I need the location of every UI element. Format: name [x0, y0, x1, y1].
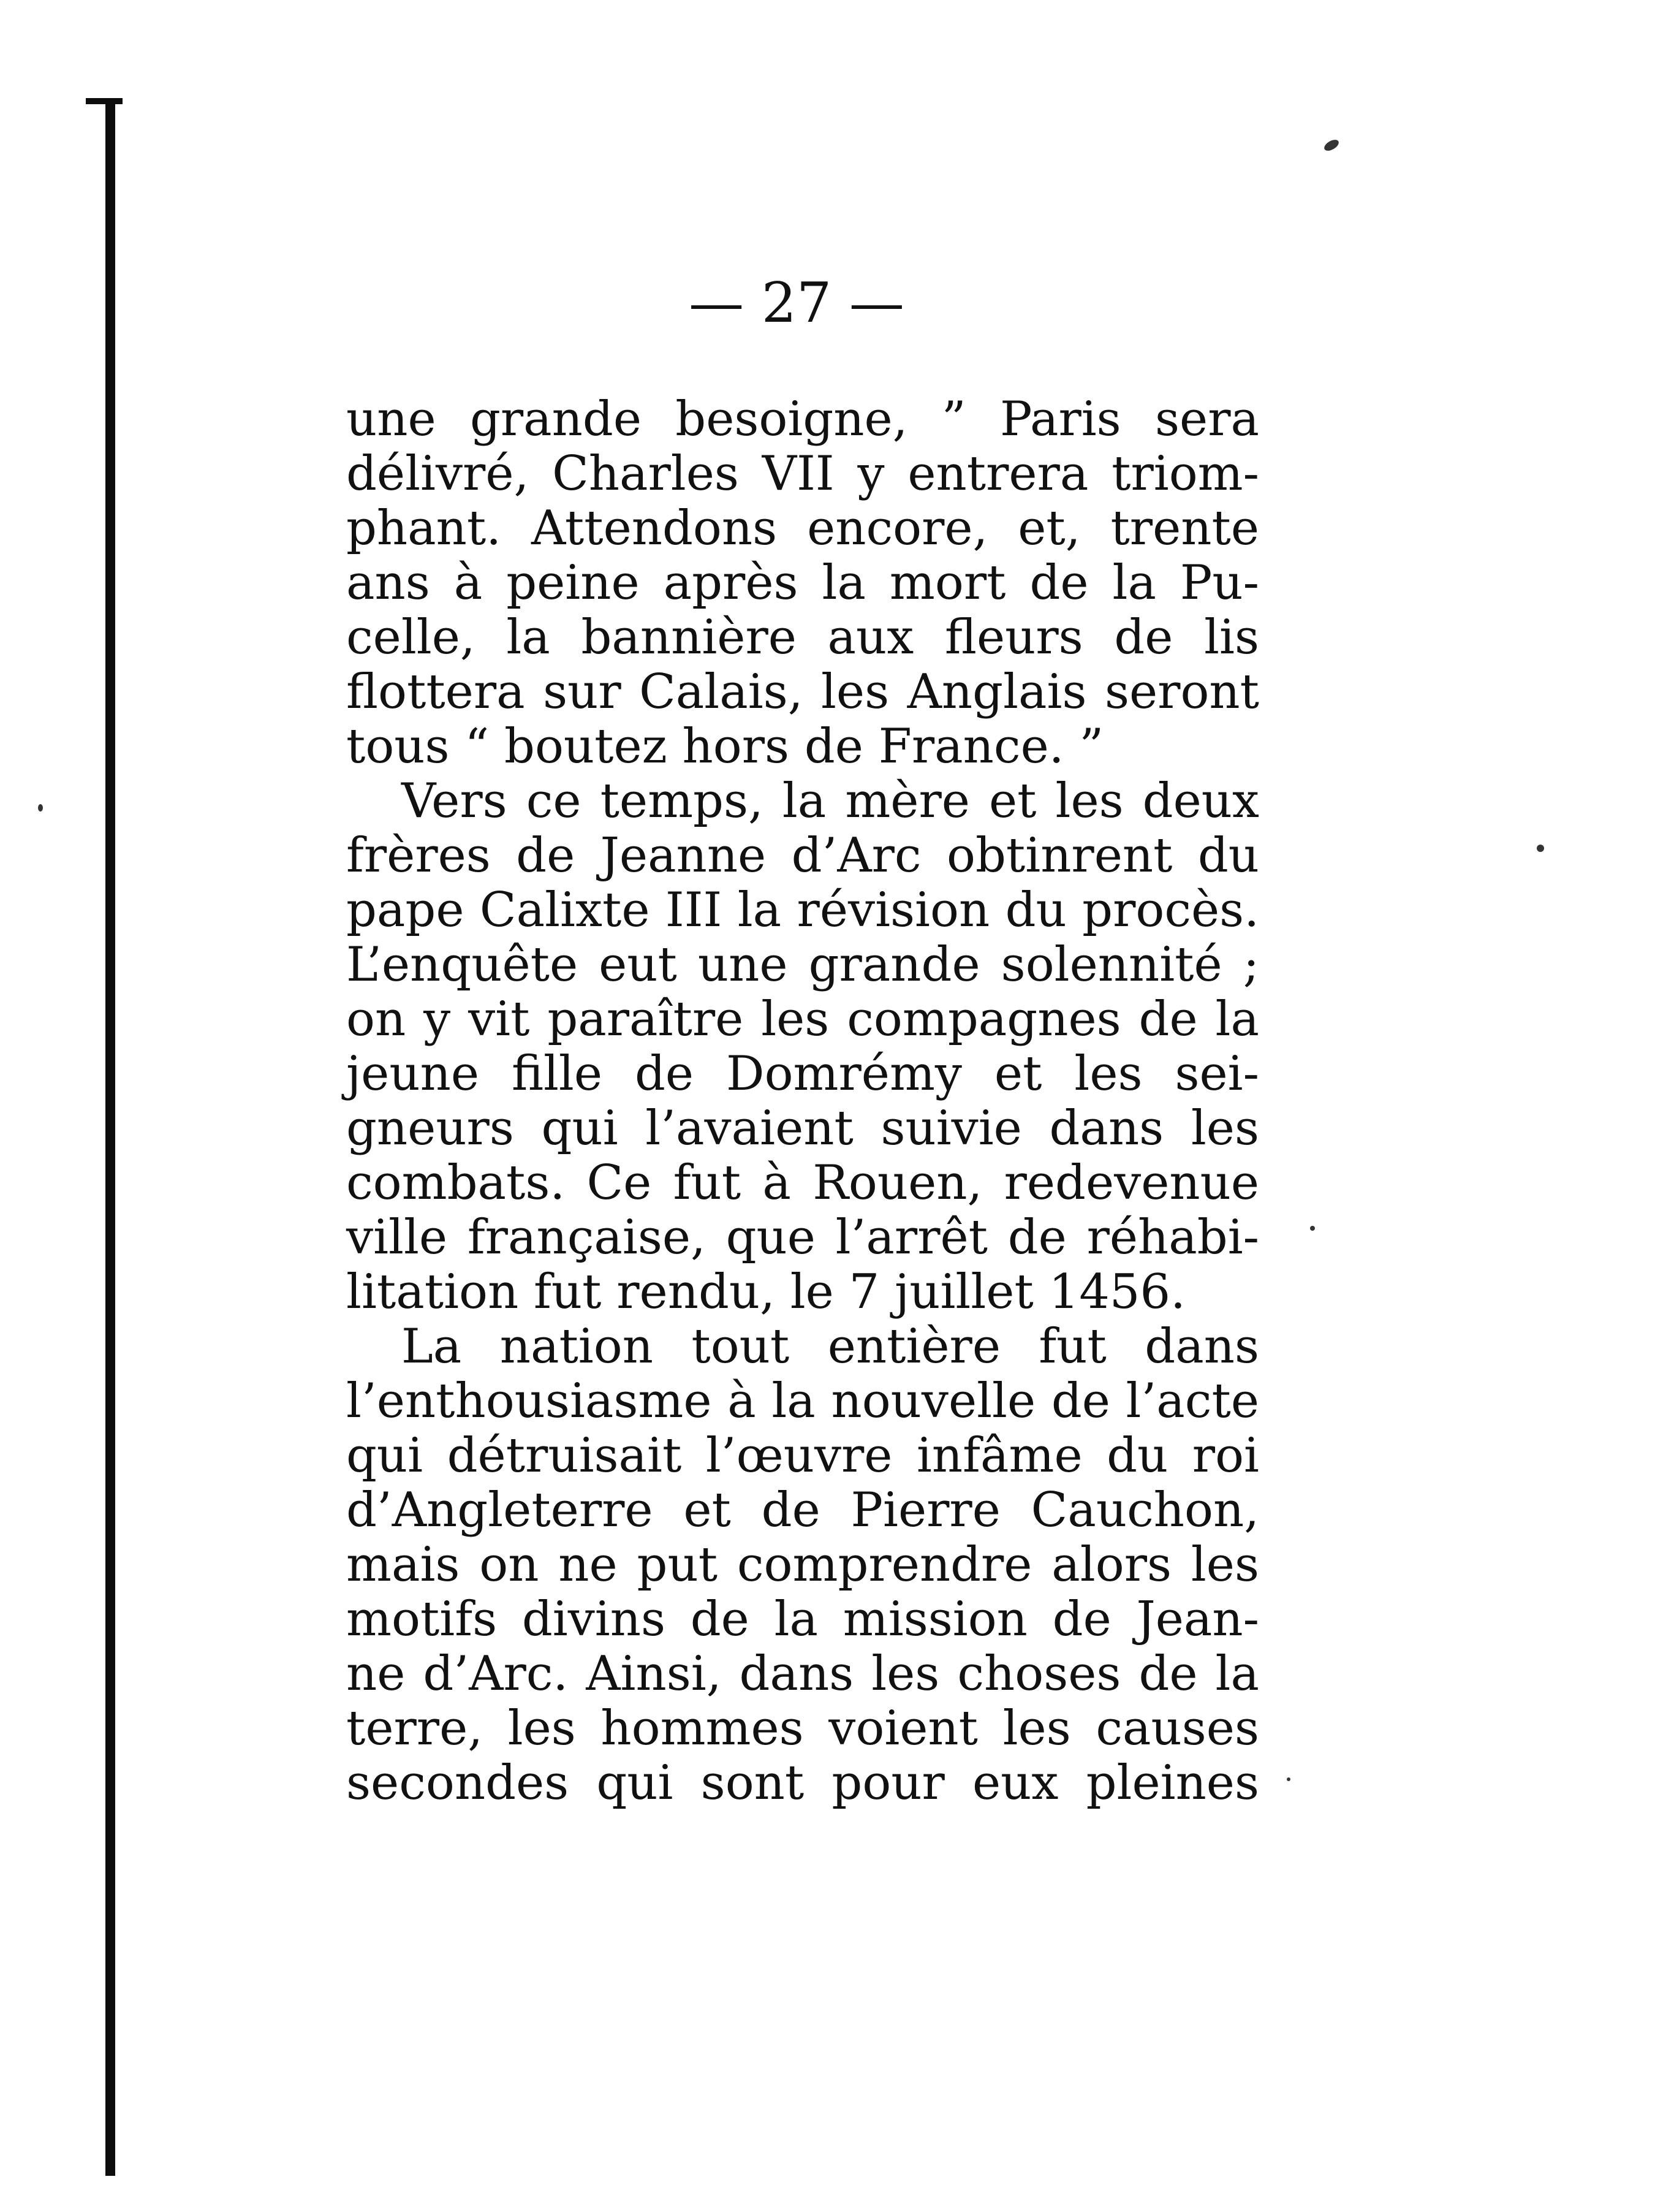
text-line: celle, la bannière aux fleurs de lis	[346, 610, 1259, 665]
paragraph-start-line: La nation tout entière fut dans	[401, 1319, 1259, 1374]
text-line: tous “ boutez hors de France. ”	[346, 719, 1104, 774]
text-line: d’Angleterre et de Pierre Cauchon,	[346, 1483, 1259, 1538]
text-line: gneurs qui l’avaient suivie dans les	[346, 1101, 1259, 1156]
text-line: frères de Jeanne d’Arc obtinrent du	[346, 828, 1259, 883]
text-line: une grande besoigne, ” Paris sera	[346, 392, 1259, 447]
body-text	[346, 392, 1259, 1811]
text-line: phant. Attendons encore, et, trente	[346, 501, 1259, 556]
scan-speck	[1310, 1226, 1315, 1231]
page-number: — 27 —	[689, 271, 904, 335]
text-line: ans à peine après la mort de la Pu-	[346, 555, 1259, 610]
text-line: pape Calixte III la révision du procès.	[346, 883, 1259, 938]
text-line: L’enquête eut une grande solennité ;	[346, 937, 1259, 992]
text-line: on y vit paraître les compagnes de la	[346, 992, 1259, 1047]
scan-speck	[38, 804, 43, 811]
text-line: terre, les hommes voient les causes	[346, 1701, 1259, 1756]
text-line: qui détruisait l’œuvre infâme du roi	[346, 1428, 1259, 1483]
text-line: litation fut rendu, le 7 juillet 1456.	[346, 1264, 1186, 1320]
scan-speck	[1287, 1777, 1290, 1781]
text-line: ville française, que l’arrêt de réhabi-	[346, 1210, 1259, 1265]
text-line: combats. Ce fut à Rouen, redevenue	[346, 1155, 1259, 1211]
scan-speck	[1322, 137, 1341, 153]
paragraph-start-line: Vers ce temps, la mère et les deux	[401, 773, 1259, 829]
text-line: l’enthousiasme à la nouvelle de l’acte	[346, 1374, 1259, 1429]
text-line: jeune fille de Domrémy et les sei-	[346, 1046, 1259, 1101]
text-line: mais on ne put comprendre alors les	[346, 1537, 1259, 1592]
binding-edge-line	[105, 104, 115, 2176]
text-line: motifs divins de la mission de Jean-	[346, 1592, 1259, 1647]
binding-edge-cap	[86, 98, 123, 104]
scan-speck	[1537, 845, 1544, 852]
text-line: secondes qui sont pour eux pleines	[346, 1755, 1259, 1811]
text-line: ne d’Arc. Ainsi, dans les choses de la	[346, 1646, 1259, 1701]
text-line: délivré, Charles VII y entrera triom-	[346, 446, 1259, 501]
text-line: flottera sur Calais, les Anglais seront	[346, 664, 1259, 720]
